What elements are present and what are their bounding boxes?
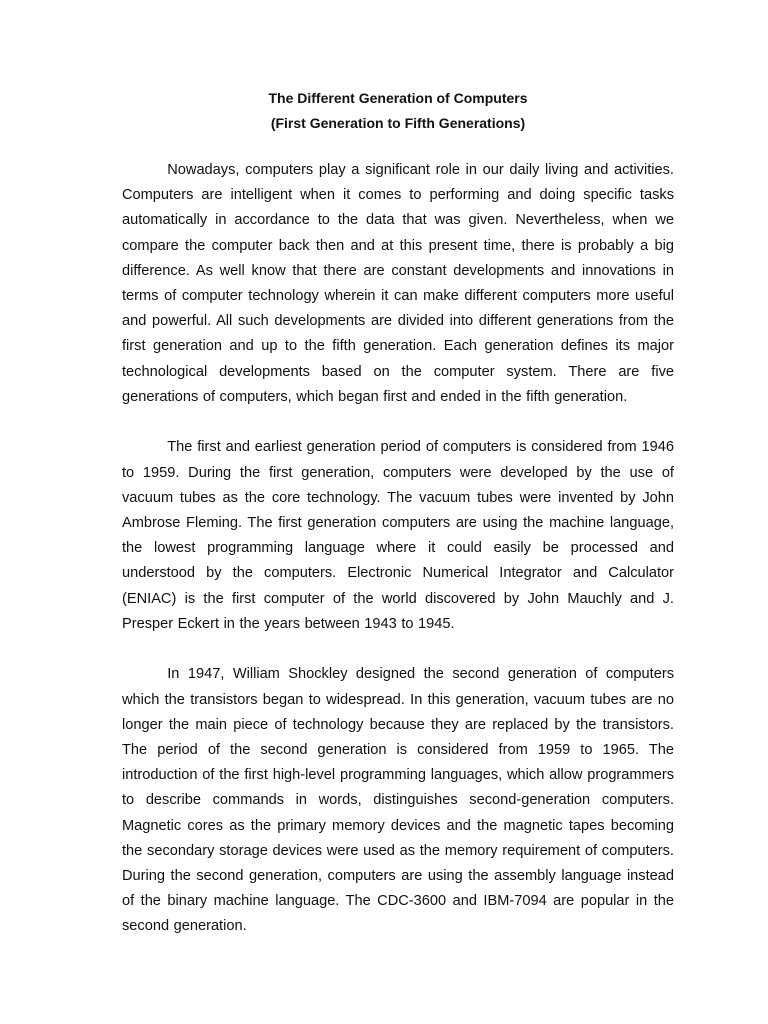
paragraph-second-generation: In 1947, William Shockley designed the second generation of computers which the transistors began to widespread. In this generation, vacuum tubes are no longer the main piece of technology because they are replaced by the transistors. The period of the second generation is considered from 1959 to 1965. The introduction of the first high-level programming languages, which allow programmers to describe commands in words, distinguishes second-generation computers. Magnetic cores as the primary memory devices and the magnetic tapes becoming the secondary storage devices were used as the memory requirement of computers. During the second generation, computers are using the assembly language instead of the binary machine language. The CDC-3600 and IBM-7094 are popular in the second generation.	[122, 666, 674, 935]
document-subtitle: (First Generation to Fifth Generations)	[270, 115, 526, 131]
document-title: The Different Generation of Computers	[268, 90, 528, 106]
paragraph-first-generation: The first and earliest generation period of computers is considered from 1946 to 1959. During the first generation, computers were developed by the use of vacuum tubes as the core technology. The vacuum tubes were invented by John Ambrose Fleming. The first generation computers are using the machine language, the lowest programming language where it could easily be processed and understood by the computers. Electronic Numerical Integrator and Calculator (ENIAC) is the first computer of the world discovered by John Mauchly and J. Presper Eckert in the years between 1943 to 1945.	[122, 439, 674, 632]
document-body	[122, 158, 674, 965]
title-block	[122, 86, 674, 136]
paragraph-introduction: Nowadays, computers play a significant role in our daily living and activities. Computers are intelligent when it comes to performing and doing specific tasks automatically in accordance to the data that was given. Nevertheless, when we compare the computer back then and at this present time, there is probably a big difference. As well know that there are constant developments and innovations in terms of computer technology wherein it can make different computers more useful and powerful. All such developments are divided into different generations from the first generation and up to the fifth generation. Each generation defines its major technological developments based on the computer system. There are five generations of computers, which began first and ended in the fifth generation.	[122, 162, 674, 405]
